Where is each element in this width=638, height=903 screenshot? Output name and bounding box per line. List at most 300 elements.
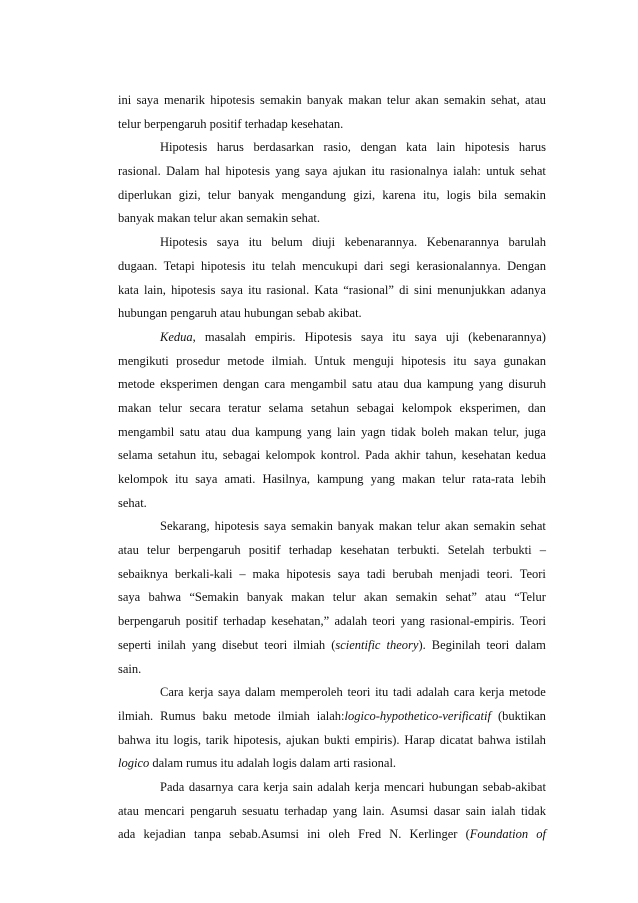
text-line	[118, 136, 546, 160]
word	[192, 634, 216, 658]
text-run: telur	[417, 519, 441, 534]
text-run: telur	[158, 400, 182, 415]
word	[147, 539, 170, 563]
text-run: yang	[307, 424, 332, 439]
text-run: bahwa	[477, 732, 511, 747]
word	[427, 373, 474, 397]
text-run: Setelah	[447, 543, 485, 558]
word	[262, 468, 310, 492]
word	[521, 468, 546, 492]
word	[454, 681, 475, 705]
text-run: istilah	[515, 732, 546, 747]
word	[536, 823, 546, 847]
word	[317, 705, 491, 729]
text-run: itu	[248, 235, 262, 250]
word	[474, 515, 516, 539]
text-run: teori	[347, 685, 371, 700]
word	[357, 397, 394, 421]
word	[289, 539, 332, 563]
word	[160, 776, 184, 800]
text-run: boleh	[421, 424, 450, 439]
word	[217, 231, 239, 255]
text-run: kejadian	[143, 827, 186, 842]
text-run: seperti	[118, 637, 152, 652]
word	[118, 610, 180, 634]
word	[160, 373, 218, 397]
text-run: ).	[418, 637, 426, 652]
text-run: telur,	[493, 424, 519, 439]
text-run: eksperimen	[160, 377, 218, 392]
word	[291, 373, 347, 397]
word	[186, 610, 218, 634]
text-run: itu,	[423, 187, 440, 202]
text-run: hipotesis	[201, 258, 246, 273]
text-run: tadi	[393, 685, 412, 700]
text-run: uji	[445, 329, 460, 344]
word	[291, 586, 324, 610]
word	[160, 326, 196, 350]
word	[160, 136, 207, 160]
word	[201, 255, 245, 279]
text-run: cara	[237, 779, 259, 794]
word	[118, 444, 153, 468]
word	[390, 160, 448, 184]
word	[208, 184, 231, 208]
word	[175, 563, 233, 587]
text-run: semakin	[504, 187, 546, 202]
word	[178, 539, 240, 563]
word	[118, 397, 151, 421]
word	[275, 160, 299, 184]
word	[203, 705, 227, 729]
word	[278, 705, 310, 729]
text-line	[118, 515, 546, 539]
text-line	[118, 397, 546, 421]
text-run: cara	[453, 685, 475, 700]
word	[504, 184, 546, 208]
word	[205, 326, 246, 350]
word	[393, 681, 412, 705]
word	[317, 776, 350, 800]
word	[252, 563, 279, 587]
word	[432, 634, 481, 658]
word	[159, 397, 182, 421]
word	[252, 255, 265, 279]
text-run: Teori	[519, 614, 546, 629]
word	[223, 444, 260, 468]
word	[307, 421, 331, 445]
text-run: kelompok	[265, 448, 316, 463]
text-run: telur	[442, 472, 466, 486]
word	[118, 539, 139, 563]
word	[180, 421, 200, 445]
text-run: maka	[252, 566, 280, 581]
text-run: semakin	[291, 519, 333, 534]
word	[333, 586, 356, 610]
word	[395, 444, 421, 468]
text-line	[118, 729, 546, 753]
word	[402, 397, 452, 421]
word	[446, 326, 459, 350]
text-run: telur	[332, 590, 356, 605]
italic-text: of	[536, 827, 546, 842]
word	[487, 563, 513, 587]
italic-text: Kedua	[160, 329, 193, 344]
word	[144, 279, 166, 303]
word	[238, 184, 274, 208]
text-run: telur	[207, 187, 231, 202]
text-run: Rumus	[160, 708, 196, 723]
text-run: mengambil	[290, 377, 347, 392]
text-run: kelompok	[401, 400, 452, 415]
text-line	[118, 184, 546, 208]
word	[358, 823, 381, 847]
text-run: Beginilah	[431, 637, 481, 652]
word	[402, 468, 435, 492]
word	[118, 350, 169, 374]
italic-text: scientific	[335, 637, 381, 652]
text-run: ilmiah	[293, 637, 326, 652]
word	[226, 160, 270, 184]
text-run: Sekarang,	[160, 519, 210, 534]
text-run: yang	[478, 377, 504, 392]
text-run: berubah	[392, 566, 433, 581]
text-run: (	[465, 827, 470, 842]
word	[155, 729, 168, 753]
text-run: yang	[400, 614, 425, 629]
word	[465, 136, 509, 160]
word	[242, 800, 279, 824]
text-line	[118, 350, 546, 374]
text-run: pengaruh	[190, 803, 237, 818]
word	[442, 468, 465, 492]
word	[415, 326, 437, 350]
text-run: kedua	[516, 448, 546, 463]
text-run: –	[239, 566, 246, 581]
text-run: ini	[307, 827, 321, 842]
text-run: menguji	[352, 353, 394, 368]
text-run: akhir	[394, 448, 421, 463]
text-run: segi	[389, 258, 410, 273]
word	[321, 444, 360, 468]
text-run: berkali-kali	[174, 566, 233, 581]
word	[364, 586, 388, 610]
word	[520, 610, 546, 634]
italic-text: logico-hypothetico-verificatif	[344, 708, 491, 723]
text-run: ialah	[491, 803, 516, 818]
word	[460, 397, 521, 421]
word	[118, 729, 151, 753]
text-run: dengan	[360, 140, 397, 155]
text-run: Hipotesis	[160, 140, 208, 155]
text-run: baku	[202, 708, 227, 723]
word	[118, 634, 151, 658]
text-run: semakin	[444, 93, 486, 107]
text-run: ilmiah	[277, 708, 310, 723]
text-line	[118, 279, 546, 303]
text-run: dicatat	[439, 732, 474, 747]
word	[263, 776, 288, 800]
word	[264, 373, 285, 397]
word	[280, 681, 342, 705]
text-line	[118, 207, 546, 231]
word	[524, 421, 546, 445]
text-run: saya	[473, 353, 497, 368]
text-run: kerja	[354, 779, 380, 794]
word	[253, 136, 313, 160]
text-run: berpengaruh	[178, 543, 241, 558]
word	[410, 823, 458, 847]
text-run: saya	[218, 685, 241, 700]
word	[118, 373, 155, 397]
text-run: makan	[378, 519, 413, 534]
word	[367, 563, 386, 587]
text-run: adanya	[510, 282, 546, 297]
text-line	[118, 113, 546, 137]
word	[387, 634, 426, 658]
word	[269, 397, 304, 421]
word	[255, 421, 302, 445]
text-run: positif	[185, 614, 218, 629]
word	[404, 373, 422, 397]
word	[338, 563, 360, 587]
word	[491, 89, 520, 113]
text-run: kampung	[427, 377, 474, 392]
text-line	[118, 302, 546, 326]
text-run: hipotesis	[286, 566, 331, 581]
text-run: banyak	[238, 187, 275, 202]
text-run: kesehatan,”	[271, 614, 330, 629]
text-run: empiris.	[254, 329, 296, 344]
text-run: semakin	[259, 93, 302, 107]
text-run: menjadi	[439, 566, 480, 581]
text-run: itu	[251, 258, 266, 273]
word	[307, 89, 343, 113]
text-run: atau	[377, 377, 399, 392]
text-run: ini	[118, 93, 132, 107]
word	[399, 279, 409, 303]
text-run: Dengan	[507, 258, 546, 273]
word	[227, 350, 264, 374]
text-run: amati.	[224, 472, 256, 486]
word	[423, 184, 439, 208]
text-run: “Semakin	[189, 590, 239, 605]
word	[264, 515, 286, 539]
word	[284, 800, 327, 824]
text-run: saya	[220, 282, 243, 297]
text-run: mengikuti	[118, 353, 169, 368]
text-run: makan	[348, 93, 382, 107]
word	[466, 823, 529, 847]
text-line	[118, 752, 546, 776]
word	[398, 539, 440, 563]
word	[429, 776, 478, 800]
text-run: dasar	[433, 803, 461, 818]
word	[148, 586, 181, 610]
text-run: bila	[478, 187, 497, 202]
text-run: metode	[233, 708, 271, 723]
text-run: sain	[465, 803, 486, 818]
text-run: itu	[375, 685, 389, 700]
word	[323, 136, 350, 160]
text-run: secara	[189, 400, 221, 415]
text-run: hubungan pengaruh atau hubungan sebab akibat.	[118, 306, 362, 321]
text-run: kerasionalannya.	[416, 258, 501, 273]
word	[271, 255, 295, 279]
text-run: dugaan.	[118, 258, 158, 273]
text-line	[118, 586, 546, 610]
word	[355, 729, 400, 753]
text-run: Kata	[314, 282, 339, 297]
text-run: karena	[382, 187, 416, 202]
text-run: eksperimen,	[459, 400, 521, 415]
text-run: saya	[195, 472, 218, 486]
text-run: (kebenarannya)	[468, 329, 546, 344]
word	[406, 136, 427, 160]
text-run: positif	[248, 543, 281, 558]
word	[190, 397, 221, 421]
text-run: banyak	[337, 519, 374, 534]
text-run: adalah	[317, 779, 351, 794]
word	[324, 729, 350, 753]
word	[293, 776, 313, 800]
word	[118, 255, 157, 279]
text-run: Harap	[404, 732, 435, 747]
text-run: berdasarkan	[253, 140, 314, 155]
text-run: inilah	[157, 637, 186, 652]
word	[281, 184, 346, 208]
text-run: dengan	[223, 377, 260, 392]
word	[493, 421, 519, 445]
word	[474, 350, 496, 374]
word	[372, 610, 395, 634]
word	[462, 444, 511, 468]
text-run: N.	[389, 827, 402, 842]
text-run: kampung	[255, 424, 302, 439]
word	[118, 184, 171, 208]
text-run: mencukupi	[302, 258, 358, 273]
text-run: yang	[191, 637, 217, 652]
text-run: hipotesis	[214, 519, 260, 534]
word	[507, 255, 546, 279]
text-line	[118, 705, 546, 729]
word	[248, 279, 261, 303]
word	[195, 468, 217, 492]
text-run: tarik	[205, 732, 229, 747]
text-run: atau	[525, 93, 546, 107]
text-line	[118, 492, 546, 516]
word	[361, 326, 383, 350]
text-run: rasional.	[266, 282, 310, 297]
text-run: rasional-empiris.	[430, 614, 515, 629]
text-run: makan	[401, 472, 436, 486]
word	[520, 160, 546, 184]
word	[379, 515, 412, 539]
text-run: Kerlinger	[409, 827, 458, 842]
word	[307, 823, 320, 847]
text-line	[118, 421, 546, 445]
text-run: metode	[118, 377, 155, 392]
word	[508, 373, 546, 397]
word	[371, 468, 395, 492]
text-run: setahun	[157, 448, 197, 463]
word	[364, 255, 383, 279]
text-run: ialah:	[453, 164, 481, 179]
text-run: itu	[453, 353, 467, 368]
word	[466, 800, 486, 824]
text-run: ada	[118, 827, 136, 842]
word	[314, 350, 345, 374]
text-run: teori	[486, 637, 510, 652]
word	[444, 89, 486, 113]
word	[293, 634, 325, 658]
word	[175, 468, 188, 492]
text-run: terhadap	[284, 803, 328, 818]
word	[391, 421, 416, 445]
text-run: terbukti.	[397, 543, 440, 558]
word	[189, 586, 238, 610]
text-line	[118, 160, 546, 184]
text-run: oleh	[328, 827, 351, 842]
word	[267, 279, 310, 303]
word	[516, 444, 546, 468]
text-run: Hipotesis	[160, 235, 208, 250]
word	[217, 136, 244, 160]
text-run: satu	[179, 424, 200, 439]
word	[118, 160, 161, 184]
text-run: (	[331, 637, 336, 652]
word	[525, 89, 546, 113]
text-run: teratur	[228, 400, 261, 415]
text-run: metode	[509, 685, 546, 700]
word	[519, 136, 546, 160]
word	[328, 823, 350, 847]
text-run: menunjukkan	[437, 282, 506, 297]
text-run: atau	[205, 424, 227, 439]
text-run: lain.	[362, 803, 385, 818]
word	[223, 610, 266, 634]
text-run: itu,	[201, 448, 218, 463]
word	[118, 421, 174, 445]
word	[260, 89, 302, 113]
text-run: terhadap	[222, 614, 266, 629]
word	[340, 539, 389, 563]
text-run: kebenarannya.	[344, 235, 418, 250]
text-run: Pada	[160, 779, 185, 794]
word	[521, 800, 546, 824]
word	[179, 184, 201, 208]
text-run: kesehatan	[340, 543, 390, 558]
word	[164, 255, 195, 279]
word	[510, 279, 545, 303]
text-run: yang	[370, 472, 395, 486]
text-line	[118, 776, 546, 800]
text-run: terbukti	[492, 543, 532, 558]
text-run: kerja	[479, 685, 505, 700]
word	[164, 89, 205, 113]
text-run: itu	[248, 282, 262, 297]
document-page	[118, 89, 546, 847]
text-run: masalah	[204, 329, 246, 344]
word	[118, 823, 135, 847]
text-run: telur berpengaruh positif terhadap kesehatan.	[118, 116, 344, 131]
word	[234, 705, 271, 729]
word	[528, 397, 546, 421]
text-run: rasio,	[323, 140, 351, 155]
text-run: Teori	[519, 566, 546, 581]
text-run: lain,	[144, 282, 166, 297]
text-run: mengambil	[118, 424, 175, 439]
